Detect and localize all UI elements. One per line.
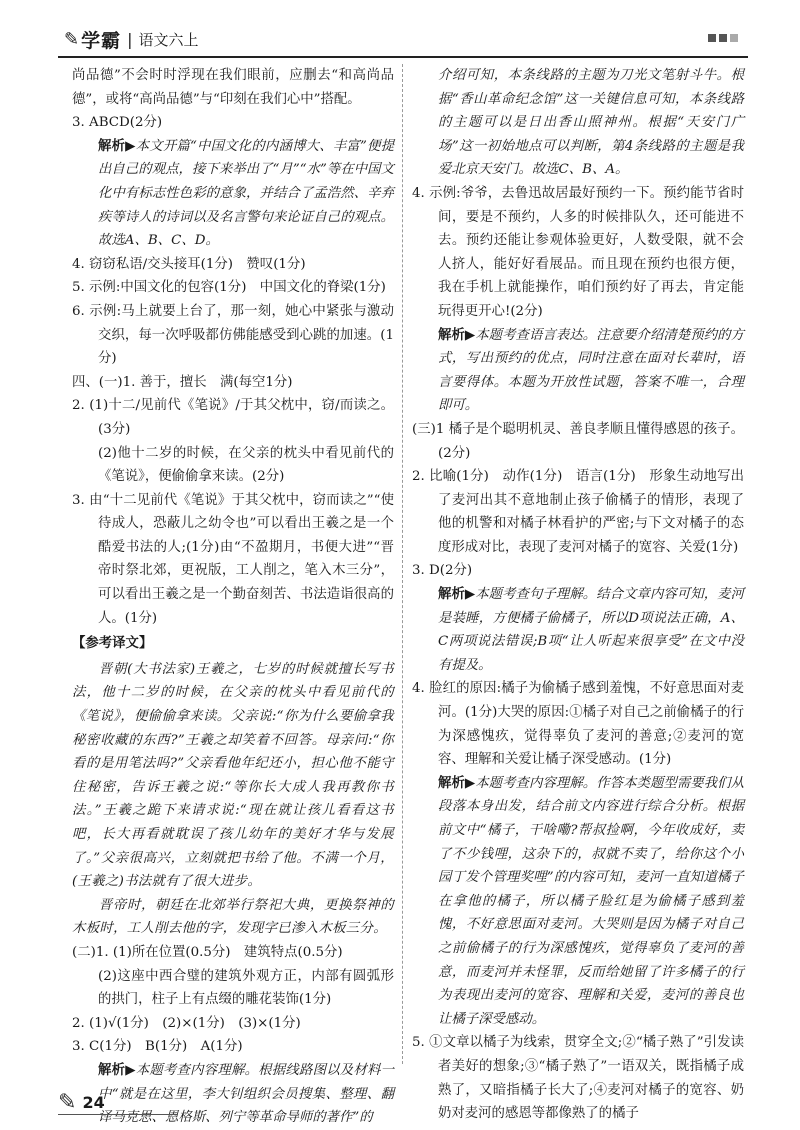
- answer-item: 5. 示例:中国文化的包容(1分) 中国文化的脊梁(1分): [72, 280, 386, 296]
- answer-item: 2. (1)√(1分) (2)×(1分) (3)×(1分): [72, 1015, 301, 1031]
- footer-rule: [58, 1114, 178, 1115]
- answer-subitem: (2)他十二岁的时候，在父亲的枕头中看见前代的《笔说》，便偷偷拿来读。(2分): [98, 445, 394, 485]
- page-number: 24: [82, 1093, 105, 1112]
- analysis-text: ▶本题考查内容理解。根据线路图以及材料一中“就是在这里，李大钊组织会员搜集、整理、翻译马克思、恩格斯、列宁等革命导师的著作”的: [98, 1062, 395, 1126]
- analysis-label: 解析: [438, 586, 465, 603]
- subject-title: 语文六上: [138, 31, 199, 49]
- decorative-squares-icon: [708, 34, 738, 42]
- answer-item: (二)1. (1)所在位置(0.5分) 建筑特点(0.5分): [72, 944, 343, 960]
- analysis-text: 介绍可知，本条线路的主题为刀光文笔射斗牛。根据“香山革命纪念馆”这一关键信息可知，本条线路的主题可以是日出香山照神州。根据“天安门广场”这一初始地点可以判断，第4条线路的主题是我爱北京天安门。故选C、B、A。: [438, 68, 744, 178]
- answer-text: 尚品德”不会时时浮现在我们眼前，应删去“和高尚品德”，或将“高尚品德”与“印刻在我们心中”搭配。: [72, 68, 394, 107]
- analysis-block: [72, 135, 394, 253]
- answer-item: 3. ABCD(2分): [72, 115, 163, 131]
- analysis-block: [412, 324, 744, 418]
- analysis-block: [412, 772, 744, 1032]
- analysis-block: [412, 583, 744, 677]
- answer-item: 4. 脸红的原因:橘子为偷橘子感到羞愧，不好意思面对麦河。(1分)大哭的原因:①橘子对自己之前偷橘子的行为深感愧疚，觉得辜负了麦河的善意;②麦河的宽容、理解和关爱让橘子深受感动。(1分): [412, 681, 744, 768]
- answer-item: 6. 示例:马上就要上台了，那一刻，她心中紧张与激动交织，每一次呼吸都仿佛能感受到心跳的加速。(1分): [72, 303, 394, 367]
- analysis-label: 解析: [98, 137, 126, 154]
- graduation-cap-icon: ✎: [64, 29, 80, 50]
- analysis-text: ▶本文开篇“中国文化的内涵博大、丰富”便提出自己的观点，接下来举出了“月”“水”等在中国文化中有标志性色彩的意象，并结合了孟浩然、辛弃疾等诗人的诗词以及名言警句来论证自己的观点。故选A、B、C、D。: [98, 138, 394, 249]
- answer-item: (三)1 橘子是个聪明机灵、善良孝顺且懂得感恩的孩子。(2分): [412, 421, 744, 461]
- answer-item: 3. 由“十二见前代《笔说》于其父枕中，窃而读之”“使待成人，恐蔽儿之幼令也”可以看出王羲之是一个酷爱书法的人;(1分)由“不盈期月，书便大进”“晋帝时祭北郊，更祝版，工人削之，笔入木三分”，可以看出王羲之是一个勤奋刻苦、书法造诣很高的人。(1分): [72, 492, 394, 626]
- analysis-label: 解析: [438, 326, 465, 343]
- pencil-icon: ✎: [58, 1090, 77, 1115]
- brand-name: 学霸: [81, 30, 122, 52]
- section-heading: 四、(一)1. 善于，擅长 满(每空1分): [72, 374, 293, 390]
- answer-item: 3. C(1分) B(1分) A(1分): [72, 1039, 243, 1055]
- header-separator: |: [127, 30, 133, 49]
- logo: [64, 26, 199, 53]
- analysis-label: 解析: [438, 774, 465, 791]
- analysis-block: [72, 1059, 394, 1130]
- header-rule: [58, 56, 748, 58]
- page-footer: [58, 1090, 105, 1115]
- analysis-label: 解析: [98, 1061, 126, 1078]
- answer-item: 2. 比喻(1分) 动作(1分) 语言(1分) 形象生动地写出了麦河出其不意地制止孩子偷橘子的情形，表现了他的机警和对橘子林看护的严密;与下文对橘子的态度形成对比，表现了麦河对橘子的宽容、关爱(1分): [412, 469, 744, 555]
- reference-translation-heading: 【参考译文】: [72, 635, 153, 652]
- answer-item: 5. ①文章以橘子为线索，贯穿全文;②“橘子熟了”引发读者美好的想象;③“橘子熟了”一语双关，既指橘子成熟了，又暗指橘子长大了;④麦河对橘子的宽容、奶奶对麦河的感恩等都像熟了的橘子: [412, 1035, 744, 1122]
- translation-paragraph: 晋朝(大书法家)王羲之，七岁的时候就擅长写书法，他十二岁的时候，在父亲的枕头中看见前代的《笔说》，便偷偷拿来读。父亲说:“你为什么要偷拿我秘密收藏的东西?”王羲之却笑着不回答。母亲问:“你看的是用笔法吗?”父亲看他年纪还小，担心他不能守住秘密，告诉王羲之说:“等你长大成人我再教你书法。”王羲之跪下来请求说:“现在就让孩儿看看这书吧，长大再看就耽误了孩儿幼年的美好才华与发展了。”父亲很高兴，立刻就把书给了他。不满一个月，(王羲之)书法就有了很大进步。: [72, 661, 394, 890]
- right-column: [412, 64, 744, 1126]
- answer-item: 3. D(2分): [412, 563, 473, 579]
- page-header: [58, 22, 748, 58]
- answer-subitem: (2)这座中西合璧的建筑外观方正，内部有圆弧形的拱门，柱子上有点缀的雕花装饰(1分): [98, 968, 394, 1008]
- left-column: [72, 64, 394, 1130]
- answer-item: 4. 示例:爷爷，去鲁迅故居最好预约一下。预约能节省时间，要是不预约，人多的时候排队久，还可能进不去。预约还能让参观体验更好，人数受限，就不会人挤人，能好好看展品。而且现在预约也很方便，我在手机上就能操作，咱们预约好了再去，肯定能玩得更开心!(2分): [412, 185, 744, 319]
- answer-item: 2. (1)十二/见前代《笔说》/于其父枕中，窃/而读之。(3分): [72, 398, 394, 437]
- analysis-text: ▶本题考查内容理解。作答本类题型需要我们从段落本身出发，结合前文内容进行综合分析。根据前文中“橘子，干啥嘞?帮叔捡啊，今年收成好，卖了不少钱哩，这杂下的，叔就不卖了，给你这个小园丁发个管理奖哩”的内容可知，麦河一直知道橘子在拿他的橘子，所以橘子脸红是为偷橘子感到羞愧，不好意思面对麦河。大哭则是因为橘子对自己之前偷橘子的行为深感愧疚，觉得辜负了麦河的善意，而麦河并未怪罪，反而给她留了许多橘子的行为表现出麦河的宽容、理解和关爱，麦河的善良也让橘子深受感动。: [438, 775, 745, 1027]
- analysis-text: ▶本题考查句子理解。结合文章内容可知，麦河是装睡，方便橘子偷橘子，所以D项说法正确，A、C两项说法错误;B项“让人听起来很享受”在文中没有提及。: [438, 587, 745, 673]
- column-divider: [402, 64, 403, 1064]
- analysis-text: ▶本题考查语言表达。注意要介绍清楚预约的方式，写出预约的优点，同时注意在面对长辈时，语言要得体。本题为开放性试题，答案不唯一，合理即可。: [438, 327, 745, 414]
- translation-paragraph: 晋帝时，朝廷在北郊举行祭祀大典，更换祭神的木板时，工人削去他的字，发现字已渗入木板三分。: [72, 897, 394, 937]
- answer-item: 4. 窃窃私语/交头接耳(1分) 赞叹(1分): [72, 256, 306, 272]
